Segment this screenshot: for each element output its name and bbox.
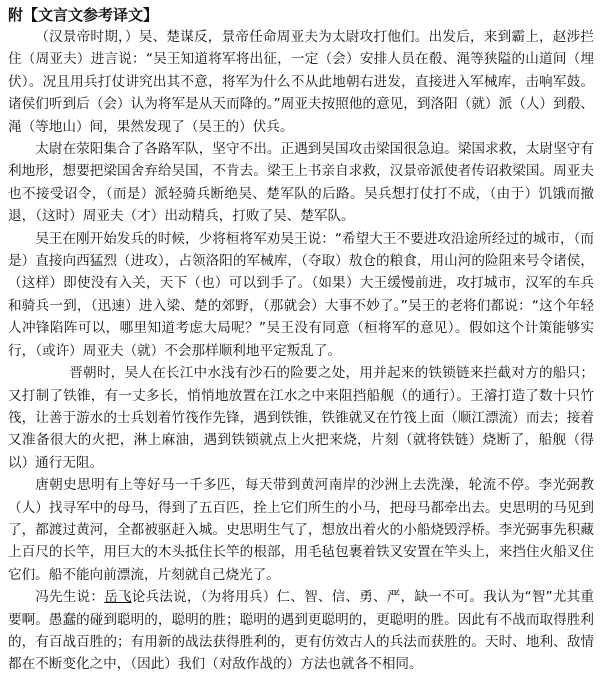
document-title: 附【文言文参考译文】 (8, 6, 159, 24)
paragraph-defense-of-liang: 太尉在荥阳集合了各路军队，坚守不出。正遇到吴国攻击梁国很急迫。梁国求救，太尉坚守有利地形，想要把梁国舍弃给吴国，不肯去。梁王上书亲自求救，汉景帝派使者传诏救梁国。周亚夫也不接受诏令，（而是）派轻骑兵断绝吴、楚军队的后路。吴兵想打仗打不成，（由于）饥饿而撤退，（这时）周亚夫（才）出动精兵，打败了吴、楚军队。 (8, 141, 594, 225)
paragraph-li-guangbi-horses: 唐朝史思明有上等好马一千多匹，每天带到黄河南岸的沙洲上去洗澡，轮流不停。李光弼教（人）找寻军中的母马，得到了五百匹，拴上它们所生的小马，把母马都牵出去。史思明的马见到了，都渡过黄河，全都被驱赶入城。史思明生气了，想放出着火的小船烧毁浮桥。李光弼事先积藏上百尺的长竿，用巨大的木头抵住长竿的根部，用毛毡包裹着铁叉安置在竿头上，来挡住火船叉住它们。船不能向前漂流，片刻就自己烧光了。 (8, 477, 594, 583)
paragraph-feng-commentary (8, 586, 594, 676)
commentary-body: 论兵法说，（为将用兵）仁、智、信、勇、严，缺一不可。我认为“智”尤其重要啊。愚蠢的碰到聪明的，聪明的胜；聪明的遇到更聪明的，更聪明的胜。因此有不战而取得胜利的，有百战百胜的；有用新的战法获得胜利的，更有仿效古人的兵法而获胜的。天时、地利、敌情都在不断变化之中，（因此）我们（对敌作战的）方法也就各不相同。 (8, 589, 595, 673)
paragraph-general-huan-advice: 吴王在刚开始发兵的时候，少将桓将军劝吴王说：“希望大王不要进攻沿途所经过的城市，（而是）直接向西猛烈（进攻），占领洛阳的军械库，（夺取）敖仓的粮食，用山河的险阻来号令诸侯，（这样）即使没有入关，天下（也）可以到手了。（如果）大王缓慢前进，攻打城市，汉军的车兵和骑兵一到，（迅速）进入梁、楚的郊野，（那就会）大事不妙了。”吴王的老将们都说：“这个年轻人冲锋陷阵可以，哪里知道考虑大局呢？”吴王没有同意（桓将军的意见）。假如这个计策能够实行，（或许）周亚夫（就）不会那样顺利地平定叛乱了。 (8, 230, 594, 359)
commentary-prefix: 冯先生说： (35, 589, 105, 606)
paragraph-zhou-yafu-march: （汉景帝时期，）吴、楚谋反，景帝任命周亚夫为太尉攻打他们。出发后，来到霸上，赵涉拦住（周亚夫）进言说：“吴王知道将军将出征，一定（会）安排人员在殽、渑等狭隘的山道间（埋伏）。况且用兵打仗讲究出其不意，将军为什么不从此地朝右进发，直接进入军械库，击响军鼓。诸侯们听到后（会）认为将军是从天而降的。”周亚夫按照他的意见，到洛阳（就）派（人）到殽、渑（等地山）间，果然发现了（吴王的）伏兵。 (8, 29, 594, 135)
paragraph-wang-jun-rafts: 晋朝时，吴人在长江中水浅有沙石的险要之处，用并起来的铁锁链来拦截对方的船只；又打制了铁锥，有一丈多长，悄悄地放置在江水之中来阻挡船舰（的通行）。王濬打造了数十只竹筏，让善于游水的士兵划着竹筏作先锋，遇到铁锥，铁锥就叉在竹筏上面（顺江漂流）而去；接着又准备很大的火把，淋上麻油，遇到铁锁就点上火把来烧，片刻（就将铁链）烧断了，船舰（得以）通行无阻。 (8, 365, 594, 471)
yue-fei-name: 岳飞 (104, 589, 132, 606)
